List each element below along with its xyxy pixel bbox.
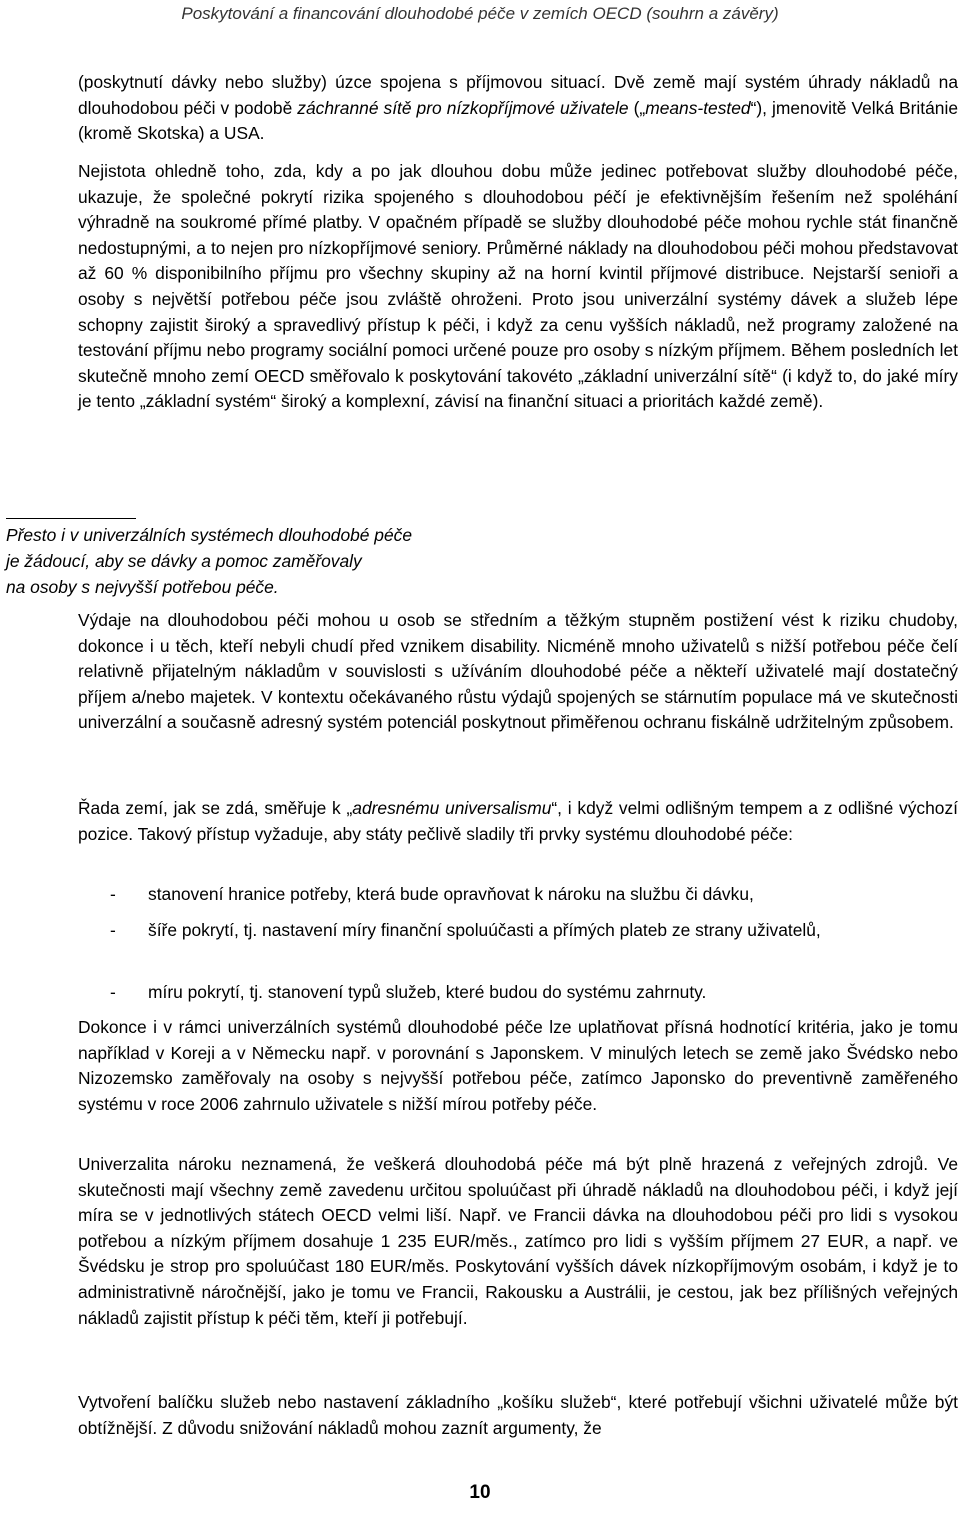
list-dash: - (110, 982, 116, 1002)
list-dash: - (110, 884, 116, 904)
running-header: Poskytování a financování dlouhodobé péče v zemích OECD (souhrn a závěry) (181, 4, 779, 23)
list-item-text: míru pokrytí, tj. stanovení typů služeb, které budou do systému zahrnuty. (148, 982, 707, 1002)
paragraph-expenditure: Výdaje na dlouhodobou péči mohou u osob se středním a těžkým stupněm postižení vést k riziku chudoby, dokonce i u těch, kteří nebyli chudí před vznikem disability. Nicméně mnoho uživatelů s nižší potřebou péče čelí relativně přijatelným nákladům v souvislosti s užíváním dlouhodobé péče a někteří uživatelé mají dostatečný příjem a/nebo majetek. V kontextu očekávaného růstu výdajů spojených se stárnutím populace má ve skutečnosti univerzální a současně adresný systém potenciál poskytnout přiměřenou ochranu fiskálně udržitelným způsobem. (78, 610, 958, 733)
para1-text-e: “), jmenovitě Velká Británie (kromě Skotska) a USA. (78, 97, 958, 144)
list-item (78, 882, 958, 908)
side-note (6, 522, 526, 600)
list-item-text: stanovení hranice potřeby, která bude opravňovat k nároku na službu či dávku, (148, 884, 754, 904)
para1-text-a: (poskytnutí dávky nebo služby) úzce spojena s příjmovou situací. Dvě země mají systém úhrady nákladů na dlouhodobou péči v podobě (78, 72, 958, 118)
list-dash: - (110, 920, 116, 940)
para1-emphasis-safety-net: záchranné sítě pro nízkopříjmové uživatele (297, 97, 629, 118)
list-item (78, 918, 958, 944)
paragraph-strict-criteria: Dokonce i v rámci univerzálních systémů dlouhodobé péče lze uplatňovat přísná hodnotící kritéria, jako je tomu například v Koreji a v Německu např. v porovnání s Japonskem. V minulých letech se země jako Švédsko nebo Nizozemsko zaměřovaly na osoby s nejvyšší potřebou péče, zatímco Japonsko do preventivně zaměřeného systému v roce 2006 zahrnulo uživatele s nižší mírou potřeby péče. (78, 1017, 958, 1114)
side-note-line-2: je žádoucí, aby se dávky a pomoc zaměřovaly (6, 551, 362, 571)
para4-text-a: Řada zemí, jak se zdá, směřuje k „ (78, 798, 353, 818)
paragraph-service-basket: Vytvoření balíčku služeb nebo nastavení základního „košíku služeb“, které potřebují všichni uživatelé může být obtížnější. Z důvodu snižování nákladů mohou zaznít argumenty, že (78, 1392, 958, 1438)
para1-text-c: („ (628, 97, 646, 118)
paragraph-uncertainty: Nejistota ohledně toho, zda, kdy a po jak dlouhou dobu může jedinec potřebovat služby dlouhodobé péče, ukazuje, že společné pokrytí rizika spojeného s dlouhodobou péčí je efektivnějším řešením než spoléhání výhradně na soukromé přímé platby. V opačném případě se služby dlouhodobé péče mohou rychle stát finančně nedostupnými, a to nejen pro nízkopříjmové seniory. Průměrné náklady na dlouhodobou péči mohou představovat až 60 % disponibilního příjmu pro všechny skupiny až na horní kvintil příjmové distribuce. Nejstarší senioři a osoby s největší potřebou péče jsou zvláště ohroženi. Proto jsou univerzální systémy dávek a služeb lépe schopny zajistit široký a spravedlivý přístup k péči, i když za cenu vyšších nákladů, než programy založené na testování příjmu nebo programy sociální pomoci určené pouze pro osoby s nízkým příjmem. Během posledních let skutečně mnoho zemí OECD směřovalo k poskytování takovéto „základní univerzální sítě“ (i když to, do jaké míry je tento „základní systém“ široký a komplexní, závisí na finanční situaci a prioritách každé země). (78, 161, 958, 412)
paragraph-co-payment: Univerzalita nároku neznamená, že veškerá dlouhodobá péče má být plně hrazená z veřejných zdrojů. Ve skutečnosti mají všechny země zavedenu určitou spoluúčast při úhradě nákladů na dlouhodobou péči, i když její míra se v jednotlivých státech OECD velmi liší. Např. ve Francii dávka na dlouhodobou péči pro lidi s vysokou potřebou a nízkým příjmem dosahuje 1 235 EUR/měs., zatímco pro lidi s vyšším příjmem 27 EUR, a např. ve Švédsku je strop pro spoluúčast 180 EUR/měs. Poskytování vyšších dávek nízkopříjmovým osobám, i když je to administrativně náročnější, jako je tomu ve Francii, Rakousku a Austrálii, je cestou, jak bez přílišných veřejných nákladů zajistit přístup k péči těm, kteří ji potřebují. (78, 1154, 958, 1328)
list-item (78, 980, 958, 1006)
side-note-line-1: Přesto i v univerzálních systémech dlouhodobé péče (6, 525, 413, 545)
side-note-rule (6, 518, 136, 519)
side-note-line-3: na osoby s nejvyšší potřebou péče. (6, 577, 279, 597)
paragraph-targeted-universalism (78, 796, 958, 847)
page-number: 10 (469, 1482, 491, 1503)
list-item-text: šíře pokrytí, tj. nastavení míry finanční spoluúčasti a přímých plateb ze strany uživatelů, (148, 920, 821, 940)
para4-text-c: “, i když velmi odlišným tempem a z odlišné výchozí pozice. Takový přístup vyžaduje, aby státy pečlivě sladily tři prvky systému dlouhodobé péče: (78, 798, 958, 844)
para4-emphasis: adresnému universalismu (352, 798, 552, 818)
paragraph-means-tested (78, 70, 958, 147)
para1-emphasis-means-tested: means-tested (645, 97, 751, 118)
